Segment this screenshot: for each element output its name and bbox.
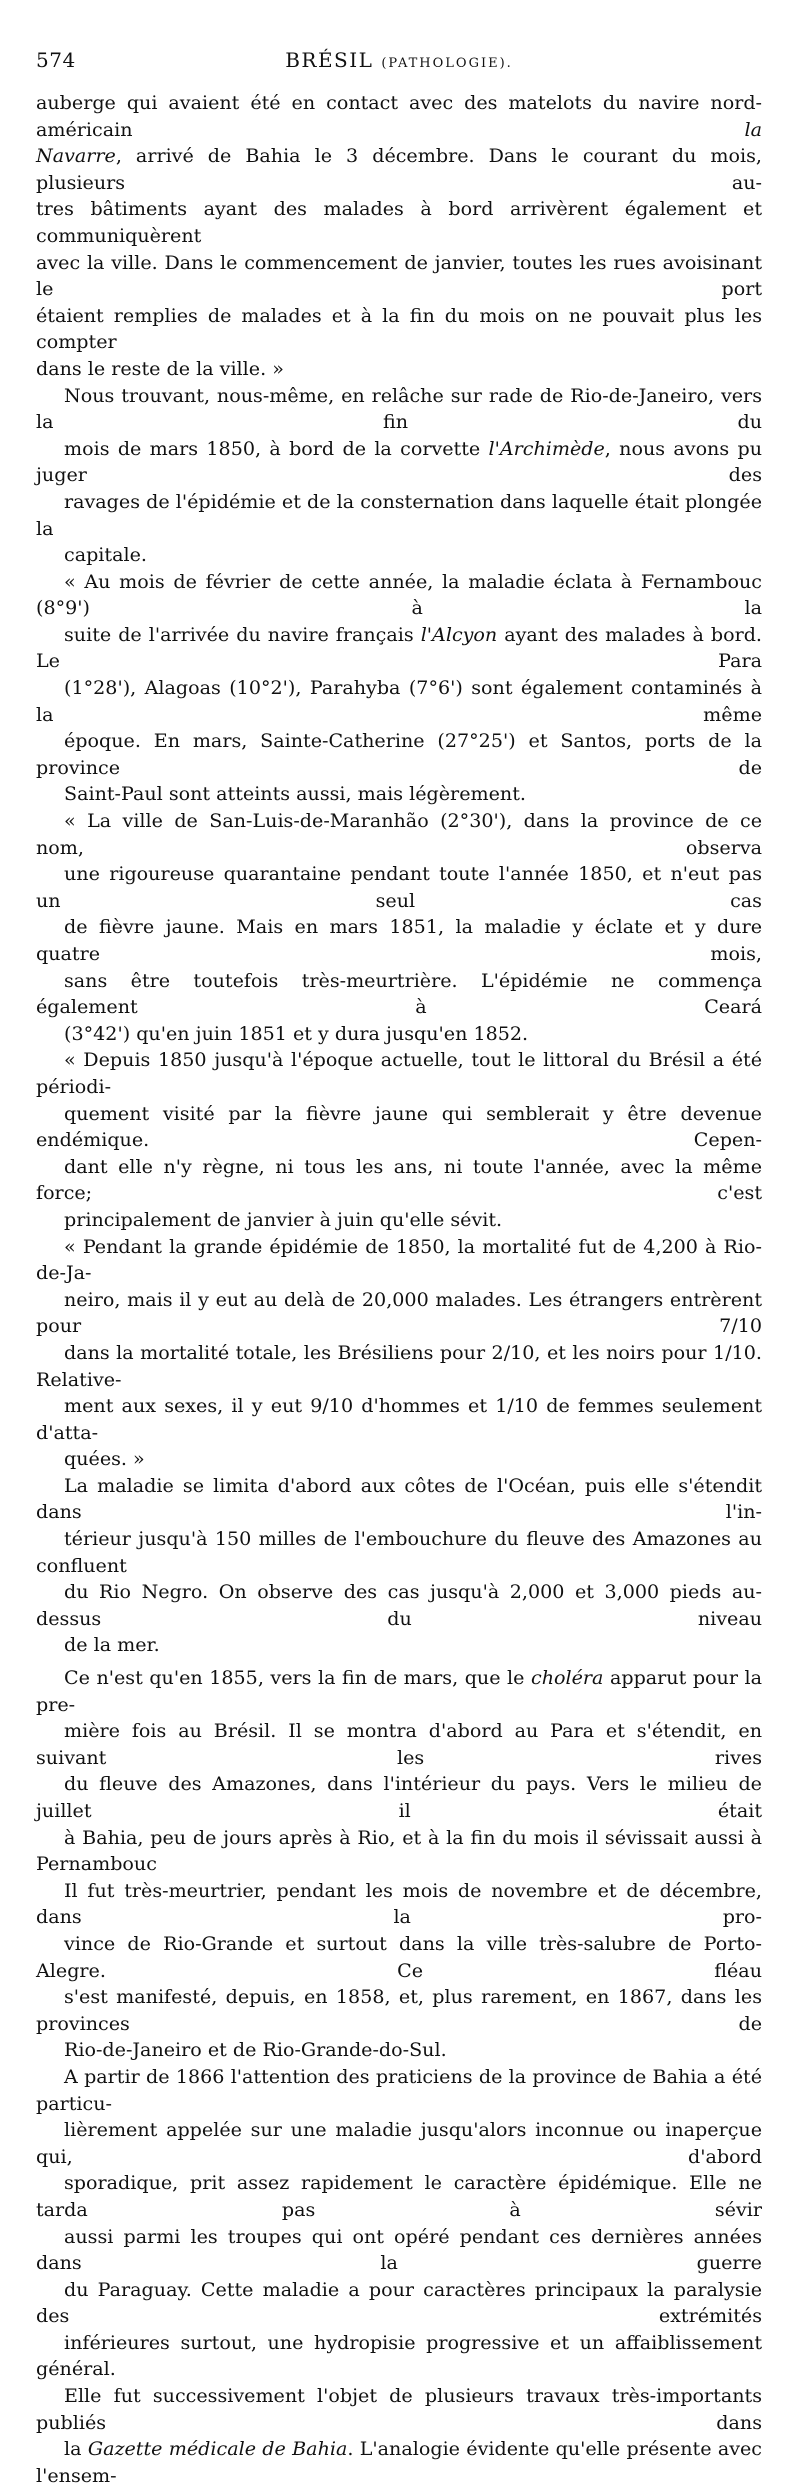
text-line: Navarre, arrivé de Bahia le 3 décembre. Dans le courant du mois, plusieurs au- (36, 144, 762, 194)
paragraph (36, 1473, 762, 1659)
text-line: mois de mars 1850, à bord de la corvette l'Archimède, nous avons pu juger des (36, 436, 762, 487)
text-line: La maladie se limita d'abord aux côtes de l'Océan, puis elle s'étendit dans l'in- (36, 1473, 762, 1524)
text-line: ment aux sexes, il y eut 9/10 d'hommes et 1/10 de femmes seulement d'atta- (36, 1394, 762, 1444)
text-line: principalement de janvier à juin qu'elle sévit. (64, 1207, 503, 1231)
running-title-main: BRÉSIL (285, 48, 374, 72)
text-line: de fièvre jaune. Mais en mars 1851, la maladie y éclate et y dure quatre mois, (36, 915, 762, 965)
text-line: une rigoureuse quarantaine pendant toute l'année 1850, et n'eut pas un seul cas (36, 862, 762, 912)
text-line: la Gazette médicale de Bahia. L'analogie évidente qu'elle présente avec l'ensem- (36, 2437, 762, 2487)
text-line: vince de Rio-Grande et surtout dans la ville très-salubre de Porto-Alegre. Ce fléau (36, 1931, 762, 1982)
text-line: aussi parmi les troupes qui ont opéré pendant ces dernières années dans la guerre (36, 2224, 762, 2275)
text-line: (1°28'), Alagoas (10°2'), Parahyba (7°6') sont également contaminés à la même (36, 676, 762, 726)
text-line: ravages de l'épidémie et de la consternation dans laquelle était plongée la (36, 489, 762, 540)
body-text (36, 90, 762, 2489)
paragraph (36, 90, 762, 383)
text-line: dans la mortalité totale, les Brésiliens pour 2/10, et les noirs pour 1/10. Relative- (36, 1340, 762, 1391)
paragraph (36, 2064, 762, 2489)
text-line: de la mer. (64, 1633, 160, 1657)
text-line: capitale. (64, 543, 147, 567)
text-line: avec la ville. Dans le commencement de janvier, toutes les rues avoisinant le port (36, 250, 762, 301)
text-line: lièrement appelée sur une maladie jusqu'alors inconnue ou inaperçue qui, d'abord (36, 2118, 762, 2168)
text-line: mière fois au Brésil. Il se montra d'abord au Para et s'étendit, en suivant les rives (36, 1719, 762, 1769)
text-line: sans être toutefois très-meurtrière. L'épidémie ne commença également à Ceará (36, 968, 762, 1019)
text-line: du Paraguay. Cette maladie a pour caractères principaux la paralysie des extrémités (36, 2277, 762, 2328)
text-line: Elle fut successivement l'objet de plusieurs travaux très-importants publiés dans (36, 2384, 762, 2434)
text-line: dant elle n'y règne, ni tous les ans, ni toute l'année, avec la même force; c'est (36, 1154, 762, 1205)
paragraph (36, 808, 762, 1047)
text-line: sporadique, prit assez rapidement le caractère épidémique. Elle ne tarda pas à sévir (36, 2171, 762, 2221)
text-line: « Pendant la grande épidémie de 1850, la mortalité fut de 4,200 à Rio-de-Ja- (36, 1234, 762, 1285)
paragraph (36, 383, 762, 569)
text-line: Saint-Paul sont atteints aussi, mais légèrement. (64, 782, 526, 806)
text-line: dans le reste de la ville. » (36, 356, 284, 380)
text-line: neiro, mais il y eut au delà de 20,000 malades. Les étrangers entrèrent pour 7/10 (36, 1287, 762, 1338)
text-line: Ce n'est qu'en 1855, vers la fin de mars, que le choléra apparut pour la pre- (36, 1666, 762, 1716)
running-title-sub: (PATHOLOGIE). (381, 56, 513, 71)
text-line: du Rio Negro. On observe des cas jusqu'à 2,000 et 3,000 pieds au-dessus du niveau (36, 1580, 762, 1630)
text-line: inférieures surtout, une hydropisie progressive et un affaiblissement général. (36, 2330, 762, 2381)
text-line: tres bâtiments ayant des malades à bord arrivèrent également et communiquèrent (36, 197, 762, 247)
text-line: Nous trouvant, nous-même, en relâche sur rade de Rio-de-Janeiro, vers la fin du (36, 383, 762, 434)
text-line: Rio-de-Janeiro et de Rio-Grande-do-Sul. (64, 2038, 447, 2062)
text-line: « Au mois de février de cette année, la maladie éclata à Fernambouc (8°9') à la (36, 569, 762, 620)
paragraph (36, 1047, 762, 1233)
text-line: à Bahia, peu de jours après à Rio, et à la fin du mois il sévissait aussi à Pernambouc (36, 1825, 762, 1876)
text-line: étaient remplies de malades et à la fin du mois on ne pouvait plus les compter (36, 303, 762, 354)
text-line: Il fut très-meurtrier, pendant les mois de novembre et de décembre, dans la pro- (36, 1878, 762, 1929)
text-line: suite de l'arrivée du navire français l'Alcyon ayant des malades à bord. Le Para (36, 622, 763, 673)
text-line: quement visité par la fièvre jaune qui semblerait y être devenue endémique. Cepen- (36, 1101, 762, 1152)
text-line: époque. En mars, Sainte-Catherine (27°25') et Santos, ports de la province de (36, 729, 762, 779)
paragraph (36, 1665, 762, 2064)
text-line: auberge qui avaient été en contact avec des matelots du navire nord-américain la (36, 91, 762, 141)
paragraph (36, 569, 762, 808)
page-number: 574 (36, 48, 76, 72)
text-line: (3°42') qu'en juin 1851 et y dura jusqu'en 1852. (64, 1021, 529, 1045)
running-title (96, 48, 762, 72)
text-line: « La ville de San-Luis-de-Maranhão (2°30'), dans la province de ce nom, observa (36, 809, 762, 859)
text-line: térieur jusqu'à 150 milles de l'embouchure du fleuve des Amazones au confluent (36, 1527, 762, 1577)
running-header (36, 48, 762, 90)
text-line: s'est manifesté, depuis, en 1858, et, plus rarement, en 1867, dans les provinces de (36, 1985, 762, 2035)
text-line: « Depuis 1850 jusqu'à l'époque actuelle, tout le littoral du Brésil a été périodi- (36, 1048, 762, 1098)
paragraph (36, 1234, 762, 1473)
text-line: du fleuve des Amazones, dans l'intérieur du pays. Vers le milieu de juillet il était (36, 1772, 762, 1822)
text-line: quées. » (64, 1447, 145, 1471)
text-line: A partir de 1866 l'attention des praticiens de la province de Bahia a été particu- (36, 2064, 762, 2115)
